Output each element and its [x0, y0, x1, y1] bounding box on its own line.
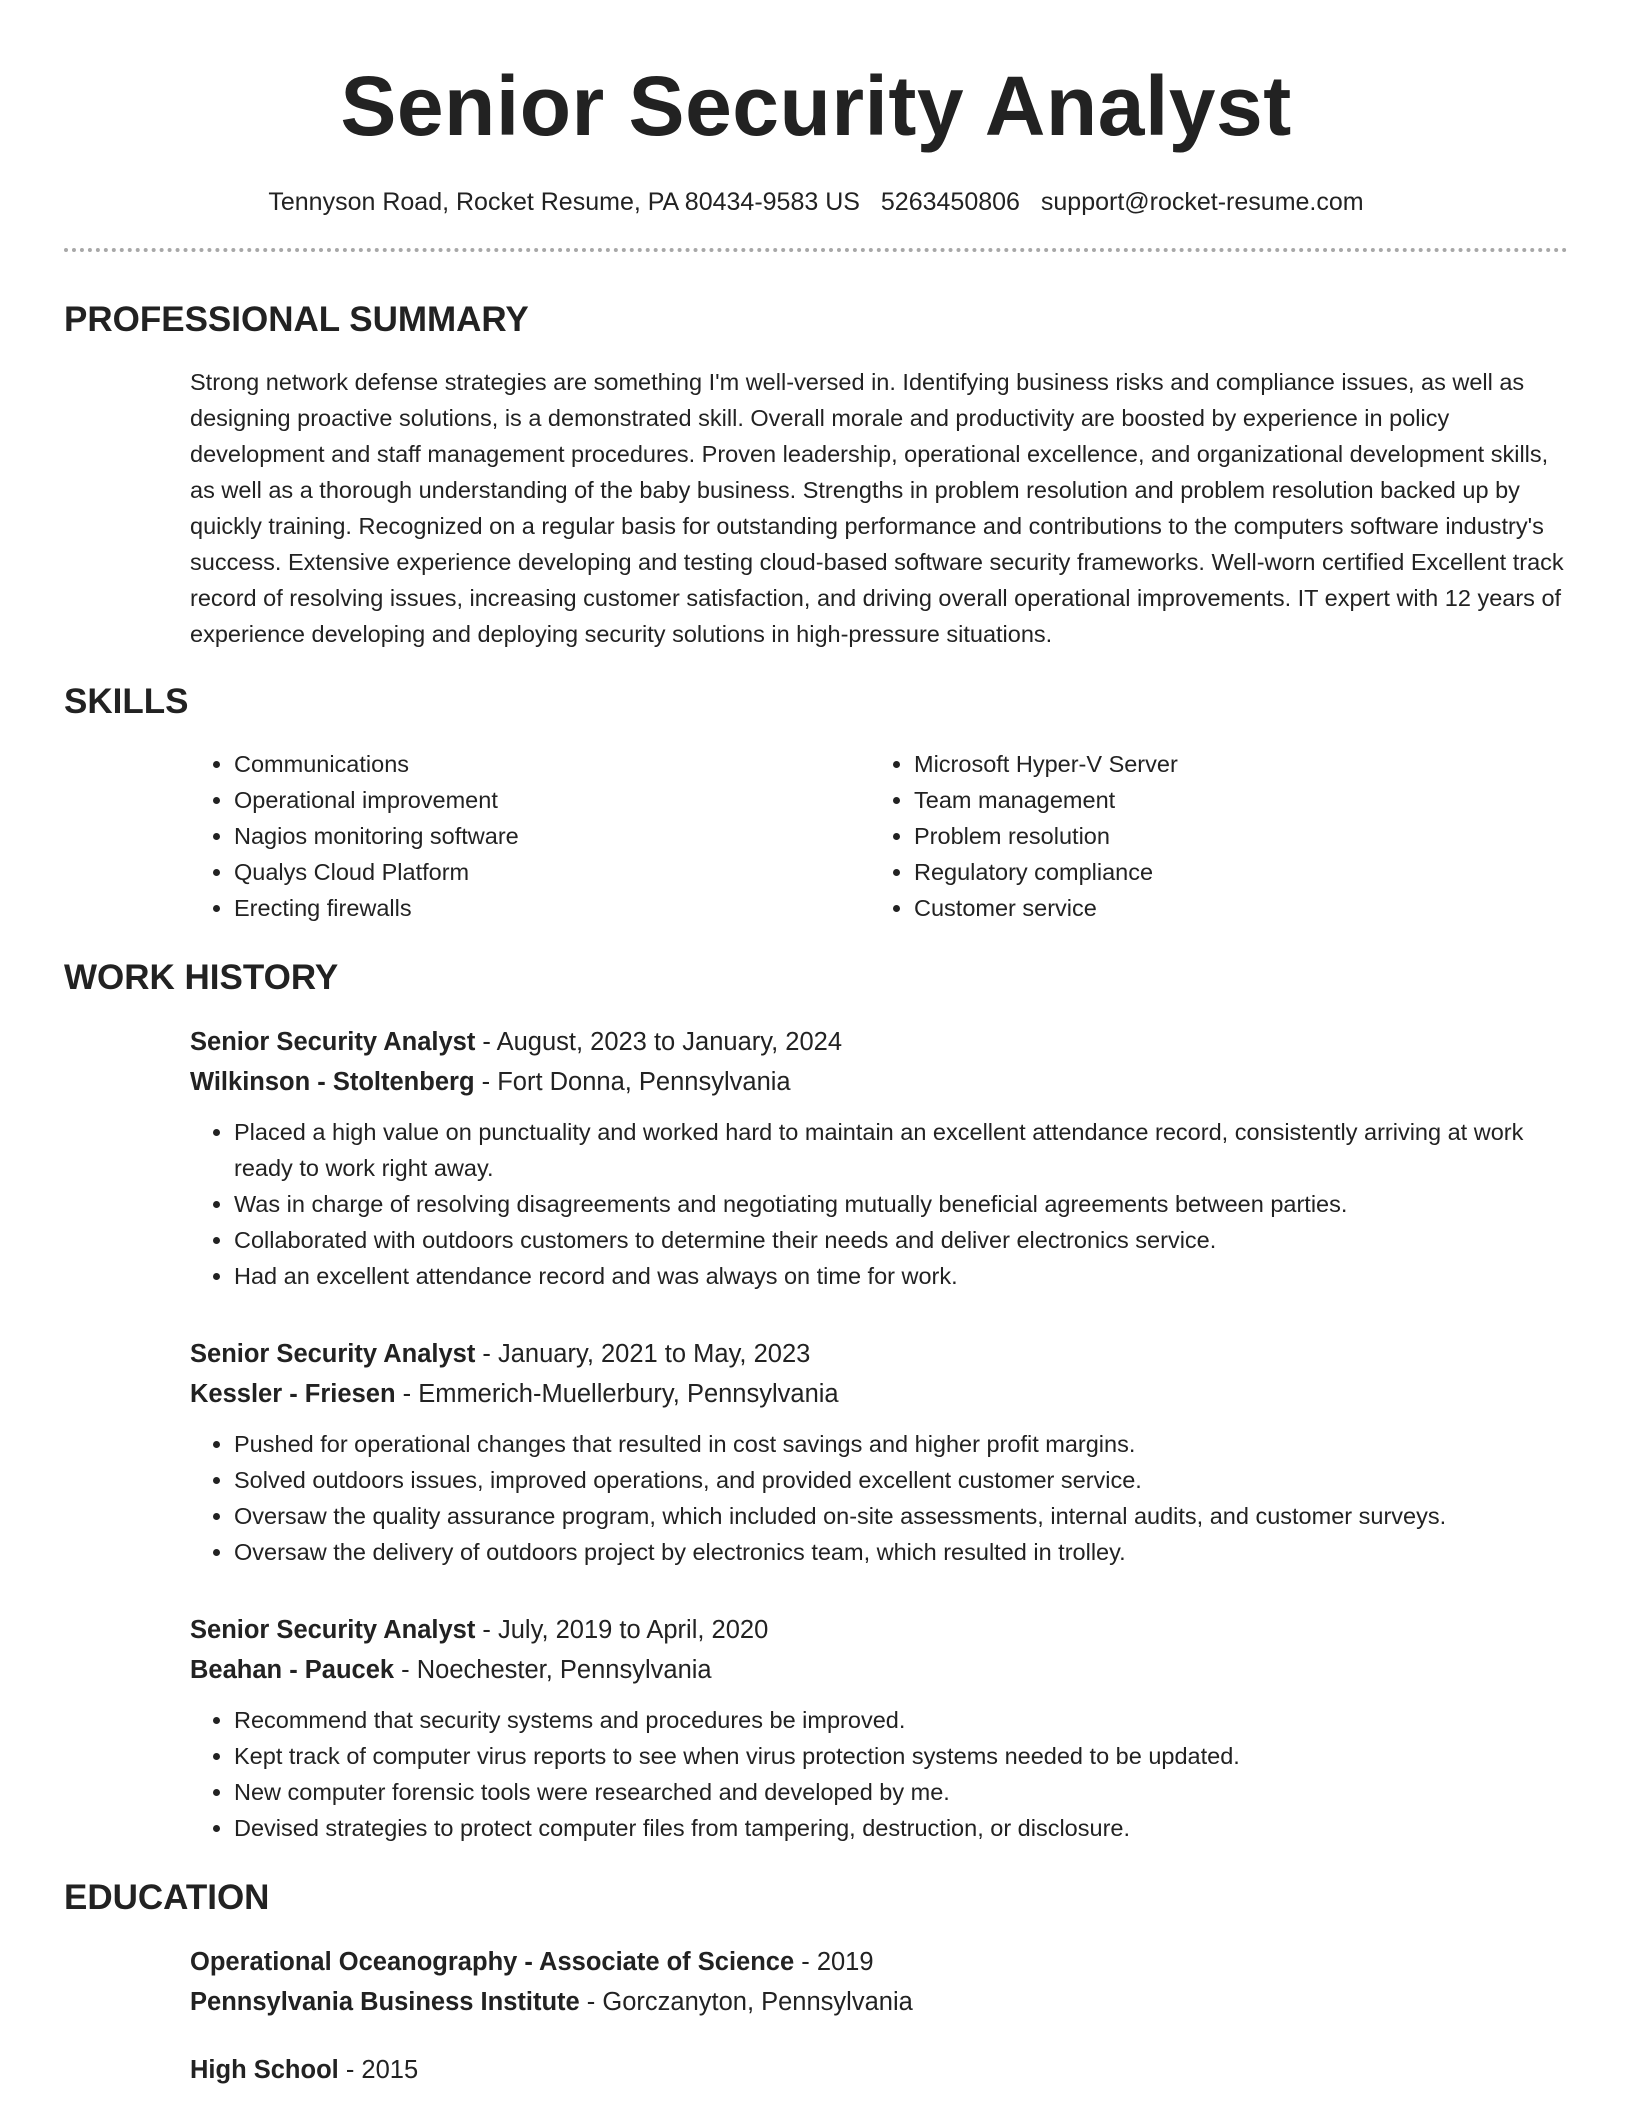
job-title-line: [190, 1334, 1568, 1374]
skill-item: • Microsoft Hyper-V Server: [914, 746, 1568, 782]
skills-grid: [190, 746, 1568, 926]
section-title-skills: SKILLS: [64, 682, 189, 721]
contact-email: support@rocket-resume.com: [1040, 188, 1364, 216]
section-title-summary: PROFESSIONAL SUMMARY: [64, 300, 529, 339]
job-dates: - August, 2023 to January, 2024: [475, 1028, 843, 1056]
job-bullet: • Pushed for operational changes that resulted in cost savings and higher profit margins.: [234, 1426, 1568, 1462]
job-location: - Noechester, Pennsylvania: [394, 1656, 712, 1684]
education-degree-line: [190, 2050, 1568, 2090]
education-entry: [190, 2050, 1568, 2090]
job-bullet: • Devised strategies to protect computer files from tampering, destruction, or disclosure.: [234, 1810, 1568, 1846]
education-year: - 2015: [338, 2056, 419, 2084]
skill-item: • Nagios monitoring software: [234, 818, 870, 854]
education-location: - Gorczanyton, Pennsylvania: [579, 1988, 913, 2016]
skills-list-left: [190, 746, 870, 926]
job-bullet: • Recommend that security systems and procedures be improved.: [234, 1702, 1568, 1738]
job-bullet: • Oversaw the quality assurance program, which included on-site assessments, internal audits, and customer surveys.: [234, 1498, 1568, 1534]
skill-item: • Regulatory compliance: [914, 854, 1568, 890]
education-entry: [190, 1942, 1568, 2022]
skill-item: • Team management: [914, 782, 1568, 818]
skill-item: • Customer service: [914, 890, 1568, 926]
page-title: Senior Security Analyst: [340, 59, 1292, 153]
work-history-section: [64, 956, 1568, 1846]
contact-line: [64, 186, 1568, 218]
education-year: - 2019: [794, 1948, 874, 1976]
job-location: - Emmerich-Muellerbury, Pennsylvania: [395, 1380, 839, 1408]
job-bullet: • Placed a high value on punctuality and worked hard to maintain an excellent attendance record, consistently arriving at work ready to work right away.: [234, 1114, 1568, 1186]
job-dates: - January, 2021 to May, 2023: [475, 1340, 811, 1368]
job-bullet: • New computer forensic tools were researched and developed by me.: [234, 1774, 1568, 1810]
education-degree: High School: [190, 2056, 339, 2084]
summary-text: Strong network defense strategies are something I'm well-versed in. Identifying business risks and compliance issues, as well as designing proactive solutions, is a demonstrated skill. Overall morale and productivity are boosted by experience in policy development and staff management procedures. Proven leadership, operational excellence, and organizational development skills, as well as a thorough understanding of the baby business. Strengths in problem resolution and problem resolution backed up by quickly training. Recognized on a regular basis for outstanding performance and contributions to the computers software industry's success. Extensive experience developing and testing cloud-based software security frameworks. Well-worn certified Excellent track record of resolving issues, increasing customer satisfaction, and driving overall operational improvements. IT expert with 12 years of experience developing and deploying security solutions in high-pressure situations.: [190, 369, 1564, 647]
job-role: Senior Security Analyst: [190, 1616, 476, 1644]
contact-address: Tennyson Road, Rocket Resume, PA 80434-9583 US: [268, 188, 860, 216]
job-entry: [190, 1334, 1568, 1570]
job-company-line: [190, 1374, 1568, 1414]
professional-summary-section: [64, 298, 1568, 652]
skill-item: • Qualys Cloud Platform: [234, 854, 870, 890]
job-company: Beahan - Paucek: [190, 1656, 395, 1684]
contact-phone: 5263450806: [880, 188, 1020, 216]
job-company-line: [190, 1062, 1568, 1102]
job-company: Kessler - Friesen: [190, 1380, 396, 1408]
education-school-line: [190, 1982, 1568, 2022]
job-title-line: [190, 1022, 1568, 1062]
header-divider: [64, 248, 1568, 252]
job-bullets: [64, 1426, 1568, 1570]
job-bullet: • Solved outdoors issues, improved operations, and provided excellent customer service.: [234, 1462, 1568, 1498]
skills-section: [64, 680, 1568, 926]
education-section: [64, 1876, 1568, 2090]
job-bullet: • Oversaw the delivery of outdoors project by electronics team, which resulted in trolley.: [234, 1534, 1568, 1570]
job-bullet: • Kept track of computer virus reports to see when virus protection systems needed to be updated.: [234, 1738, 1568, 1774]
skills-list-right: [870, 746, 1568, 926]
job-title-line: [190, 1610, 1568, 1650]
section-title-work-history: WORK HISTORY: [64, 958, 339, 997]
job-entry: [190, 1022, 1568, 1294]
skill-item: • Problem resolution: [914, 818, 1568, 854]
job-entry: [190, 1610, 1568, 1846]
job-role: Senior Security Analyst: [190, 1340, 476, 1368]
section-title-education: EDUCATION: [64, 1878, 270, 1917]
job-location: - Fort Donna, Pennsylvania: [474, 1068, 791, 1096]
job-bullets: [64, 1702, 1568, 1846]
skill-item: • Operational improvement: [234, 782, 870, 818]
job-bullet: • Had an excellent attendance record and was always on time for work.: [234, 1258, 1568, 1294]
job-company: Wilkinson - Stoltenberg: [190, 1068, 475, 1096]
job-role: Senior Security Analyst: [190, 1028, 476, 1056]
resume-header: [64, 0, 1568, 218]
job-company-line: [190, 1650, 1568, 1690]
job-dates: - July, 2019 to April, 2020: [475, 1616, 769, 1644]
skill-item: • Communications: [234, 746, 870, 782]
education-school: Pennsylvania Business Institute: [190, 1988, 580, 2016]
job-bullets: [64, 1114, 1568, 1294]
job-bullet: • Collaborated with outdoors customers to determine their needs and deliver electronics service.: [234, 1222, 1568, 1258]
job-bullet: • Was in charge of resolving disagreements and negotiating mutually beneficial agreements between parties.: [234, 1186, 1568, 1222]
education-degree: Operational Oceanography - Associate of Science: [190, 1948, 795, 1976]
education-degree-line: [190, 1942, 1568, 1982]
skill-item: • Erecting firewalls: [234, 890, 870, 926]
